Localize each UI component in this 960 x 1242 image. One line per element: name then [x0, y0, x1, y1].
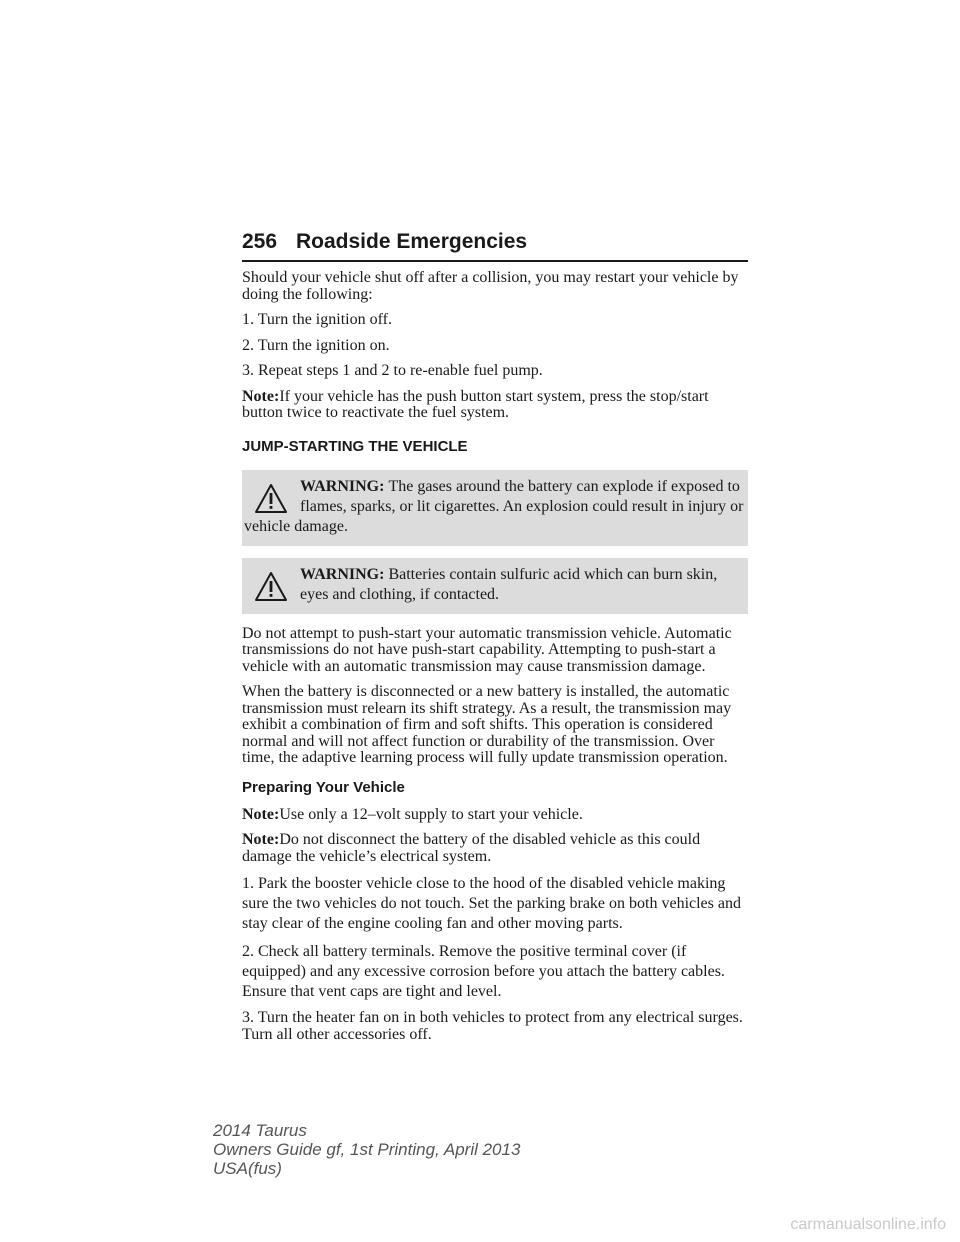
watermark: carmanualsonline.info — [790, 1216, 946, 1233]
warning-text: The gases around the battery can explode if exposed to flames, sparks, or lit cigarettes. An explosion could result in injury or vehicle damage. — [244, 477, 744, 535]
warning-text: Batteries contain sulfuric acid which can burn skin, eyes and clothing, if contacted. — [300, 565, 718, 603]
jump-start-heading: JUMP-STARTING THE VEHICLE — [242, 437, 468, 455]
note-text: Do not disconnect the battery of the disabled vehicle as this could damage the vehicle’s electrical system. — [242, 831, 701, 865]
warning-triangle-icon — [254, 483, 288, 515]
body-paragraph: When the battery is disconnected or a new battery is installed, the automatic transmission must relearn its shift strategy. As a result, the transmission may exhibit a combination of firm and soft shifts. This operation is considered normal and will not affect function or durability of the transmission. Over time, the adaptive learning process will fully update transmission operation. — [242, 683, 732, 766]
preparing-step: 2. Check all battery terminals. Remove the positive terminal cover (if equipped) and any excessive corrosion before you attach the battery cables. Ensure that vent caps are tight and level. — [242, 943, 725, 1000]
section-title: Roadside Emergencies — [296, 230, 528, 253]
intro-step: 3. Repeat steps 1 and 2 to re-enable fuel pump. — [242, 362, 543, 379]
intro-text: Should your vehicle shut off after a collision, you may restart your vehicle by doing the following: — [242, 269, 739, 303]
footer-region-code: USA — [213, 1159, 248, 1178]
page-header — [242, 228, 748, 262]
intro-step: 1. Turn the ignition off. — [242, 311, 392, 328]
note-text: If your vehicle has the push button start system, press the stop/start button twice to reactivate the fuel system. — [242, 387, 709, 421]
page-content — [242, 270, 748, 1052]
warning-box — [242, 470, 748, 546]
warning-label: WARNING: — [300, 477, 385, 495]
print-footer — [213, 1121, 520, 1178]
footer-printing: Owners Guide gf, 1st Printing, April 2013 — [213, 1140, 521, 1159]
note-label: Note: — [242, 805, 280, 823]
preparing-step: 1. Park the booster vehicle close to the hood of the disabled vehicle making sure the two vehicles do not touch. Set the parking brake on both vehicles and stay clear of the engine cooling fan and other moving parts. — [242, 875, 741, 932]
warning-box — [242, 558, 748, 614]
note-label: Note: — [242, 831, 280, 848]
note-label: Note: — [242, 387, 280, 405]
warning-triangle-icon — [254, 571, 288, 603]
footer-region — [213, 1159, 520, 1178]
preparing-note — [242, 832, 748, 865]
page-number: 256 — [242, 230, 278, 253]
intro-note — [242, 389, 748, 422]
footer-market-code: (fus) — [247, 1159, 282, 1178]
body-paragraph: Do not attempt to push-start your automatic transmission vehicle. Automatic transmissions do not have push-start capability. Attempting to push-start a vehicle with an automatic transmission may cause transmission damage. — [242, 624, 732, 675]
intro-step: 2. Turn the ignition on. — [242, 336, 390, 354]
preparing-heading: Preparing Your Vehicle — [242, 778, 405, 796]
note-text: Use only a 12–volt supply to start your vehicle. — [279, 805, 583, 823]
preparing-step: 3. Turn the heater fan on in both vehicles to protect from any electrical surges. Turn all other accessories off. — [242, 1009, 743, 1043]
footer-model: 2014 Taurus — [213, 1121, 307, 1140]
preparing-note — [242, 807, 748, 824]
warning-label: WARNING: — [300, 565, 385, 583]
